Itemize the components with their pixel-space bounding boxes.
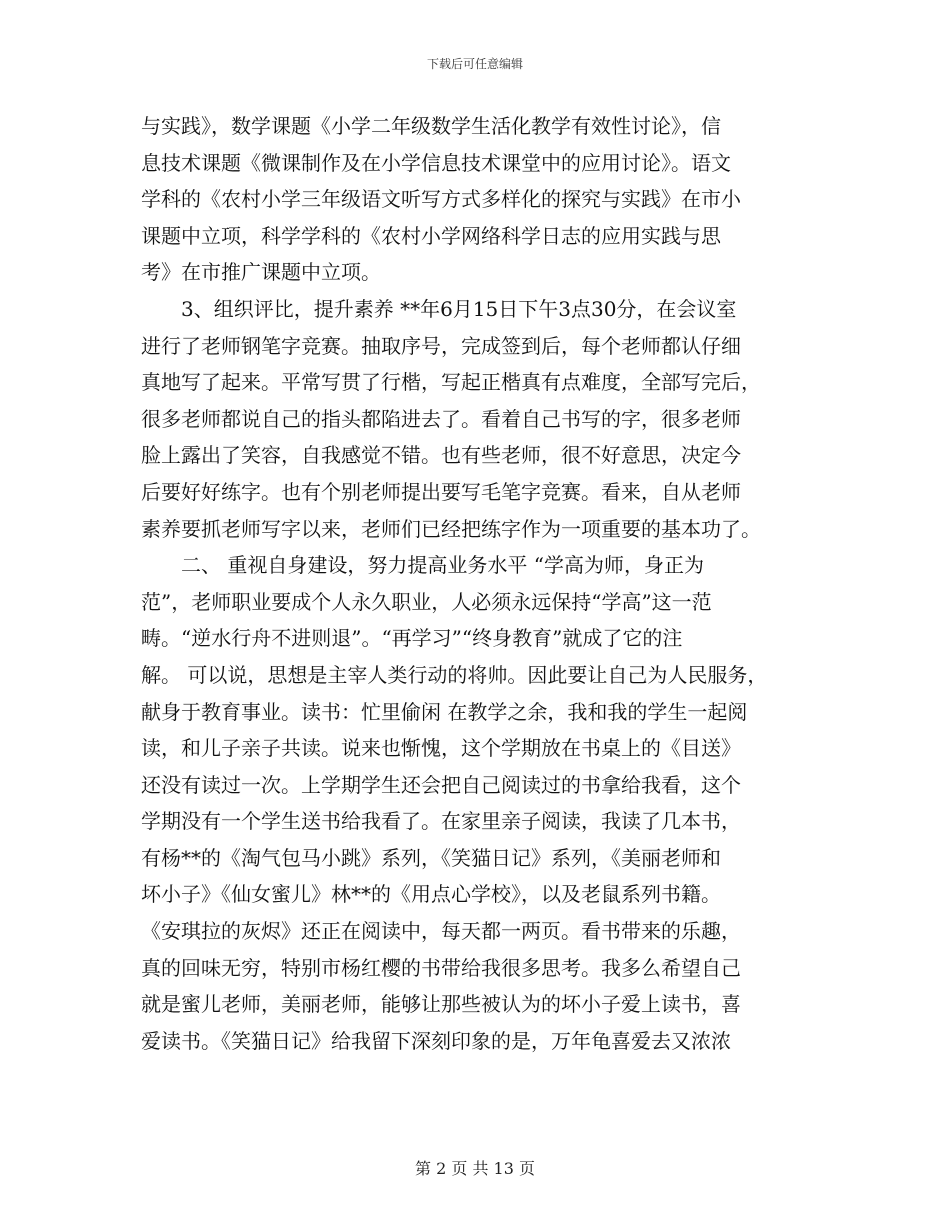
text-line: 学科的《农村小学三年级语文听写方式多样化的探究与实践》在市小: [141, 187, 741, 212]
text-line: 畴。“逆水行舟不进则退”。“再学习”“终身教育”就成了它的注: [141, 626, 683, 651]
text-line: 息技术课题《微课制作及在小学信息技术课堂中的应用讨论》。语文: [141, 150, 731, 175]
text-line: 素养要抓老师写字以来，老师们已经把练字作为一项重要的基本功了。: [141, 516, 761, 541]
text-line: 3、组织评比，提升素养 **年6月15日下午3点30分，在会议室: [141, 296, 737, 321]
text-line: 范”，老师职业要成个人永久职业，人必须永远保持“学高”这一范: [141, 589, 712, 614]
text-line: 有杨**的《淘气包马小跳》系列，《笑猫日记》系列，《美丽老师和: [141, 845, 721, 870]
text-line: 解。 可以说，思想是主宰人类行动的将帅。因此要让自己为人民服务，: [141, 662, 768, 687]
text-line: 与实践》，数学课题《小学二年级数学生活化教学有效性讨论》，信: [141, 114, 721, 138]
text-line: 学期没有一个学生送书给我看了。在家里亲子阅读，我读了几本书，: [141, 809, 741, 834]
page-footer: 第 2 页 共 13 页: [415, 1159, 535, 1178]
text-line: 还没有读过一次。上学期学生还会把自己阅读过的书拿给我看，这个: [141, 772, 741, 797]
text-line: 献身于教育事业。读书：忙里偷闲 在教学之余，我和我的学生一起阅: [141, 699, 748, 724]
text-line: 后要好好练字。也有个别老师提出要写毛笔字竞赛。看来，自从老师: [141, 479, 741, 504]
page-header: 下载后可任意编辑: [426, 57, 523, 71]
text-line: 课题中立项，科学学科的《农村小学网络科学日志的应用实践与思: [141, 223, 721, 248]
text-line: 考》在市推广课题中立项。: [141, 260, 381, 285]
text-line: 脸上露出了笑容，自我感觉不错。也有些老师，很不好意思，决定今: [141, 443, 741, 468]
body-text: [141, 108, 821, 1059]
text-line: 二、 重视自身建设，努力提高业务水平 “学高为师，身正为: [141, 553, 704, 578]
text-line: 《安琪拉的灰烬》还正在阅读中，每天都一两页。看书带来的乐趣，: [141, 919, 741, 944]
text-line: 真地写了起来。平常写贯了行楷，写起正楷真有点难度，全部写完后，: [141, 370, 761, 395]
text-line: 真的回味无穷，特别市杨红樱的书带给我很多思考。我多么希望自己: [141, 955, 741, 980]
text-line: 爱读书。《笑猫日记》给我留下深刻印象的是，万年龟喜爱去又浓浓: [141, 1028, 731, 1053]
text-line: 读，和儿子亲子共读。说来也惭愧，这个学期放在书桌上的《目送》: [141, 736, 741, 761]
text-line: 进行了老师钢笔字竞赛。抽取序号，完成签到后，每个老师都认仔细: [141, 333, 741, 358]
text-line: 就是蜜儿老师，美丽老师，能够让那些被认为的坏小子爱上读书，喜: [141, 992, 741, 1017]
text-line: 坏小子》《仙女蜜儿》林**的《用点心学校》，以及老鼠系列书籍。: [141, 882, 721, 907]
text-line: 很多老师都说自己的指头都陷进去了。看着自己书写的字，很多老师: [141, 406, 741, 431]
